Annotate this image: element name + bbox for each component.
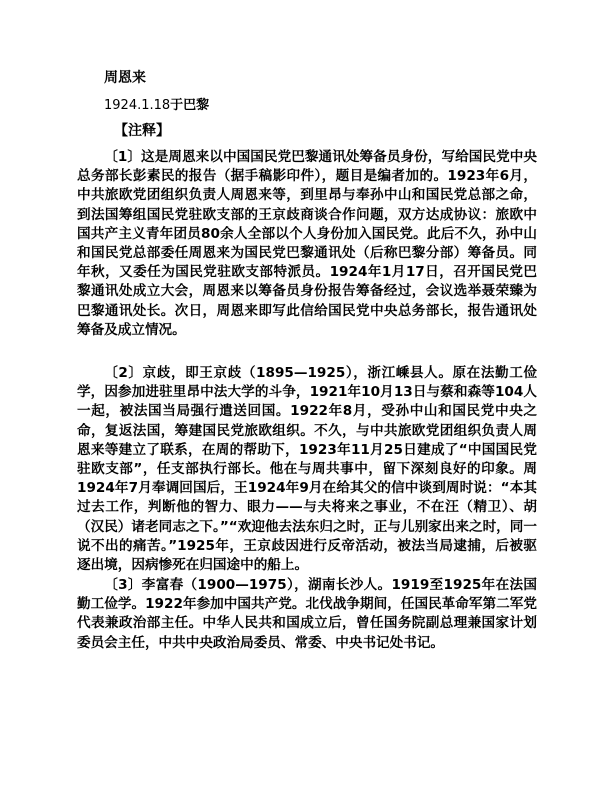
note-paragraph-1: 〔1〕这是周恩来以中国国民党巴黎通讯处筹备员身份，写给国民党中央总务部长彭素民的报告（据手稿影印件），题目是编者加的。1923年6月，中共旅欧党团组织负责人周恩来等，到里昂与奉孙中山和国民党总部之命，到法国筹组国民党驻欧支部的王京歧商谈合作问题，双方达成协议：旅欧中国共产主义青年团员80余人全部以个人身份加入国民党。此后不久，孙中山和国民党总部委任周恩来为国民党巴黎通讯处（后称巴黎分部）筹备员。同年秋，又委任为国民党驻欧支部特派员。1924年1月17日，召开国民党巴黎通讯处成立大会，周恩来以筹备员身份报告筹备经过，会议选举聂荣臻为巴黎通讯处长。次日，周恩来即写此信给国民党中央总务部长，报告通讯处筹备及成立情况。 — [77, 149, 537, 338]
note-paragraph-2: 〔2〕京歧，即王京歧（1895—1925），浙江嵊县人。原在法勤工俭学，因参加进驻里昂中法大学的斗争，1921年10月13日与蔡和森等104人一起，被法国当局强行遣送回国。1922年8月，受孙中山和国民党中央之命，复返法国，筹建国民党旅欧组织。不久，与中共旅欧党团组织负责人周恩来等建立了联系，在周的帮助下，1923年11月25日建成了“中国国民党驻欧支部”，任支部执行部长。他在与周共事中，留下深刻良好的印象。周1924年7月奉调回国后，王1924年9月在给其父的信中谈到周时说：“本其过去工作，判断他的智力、眼力——与夫将来之事业，不在汪（精卫）、胡（汉民）诸老同志之下。”“欢迎他去法东归之时，正与儿别家出来之时，同一说不出的痛苦。”1925年，王京歧因进行反帝活动，被法当局逮捕，后被驱逐出境，因病惨死在归国途中的船上。 — [77, 365, 537, 574]
notes-heading: 【注释】 — [114, 123, 170, 139]
signature-place: 于巴黎 — [170, 98, 210, 113]
signature-date: 1924.1.18 — [104, 98, 171, 113]
note-paragraph-3: 〔3〕李富春（1900—1975），湖南长沙人。1919至1925年在法国勤工俭学。1922年参加中国共产党。北伐战争期间，任国民革命军第二军党代表兼政治部主任。中华人民共和国成立后，曾任国务院副总理兼国家计划委员会主任，中共中央政治局委员、常委、中央书记处书记。 — [77, 577, 537, 651]
signature-name: 周恩来 — [104, 70, 146, 86]
signature-date-line — [104, 96, 209, 116]
